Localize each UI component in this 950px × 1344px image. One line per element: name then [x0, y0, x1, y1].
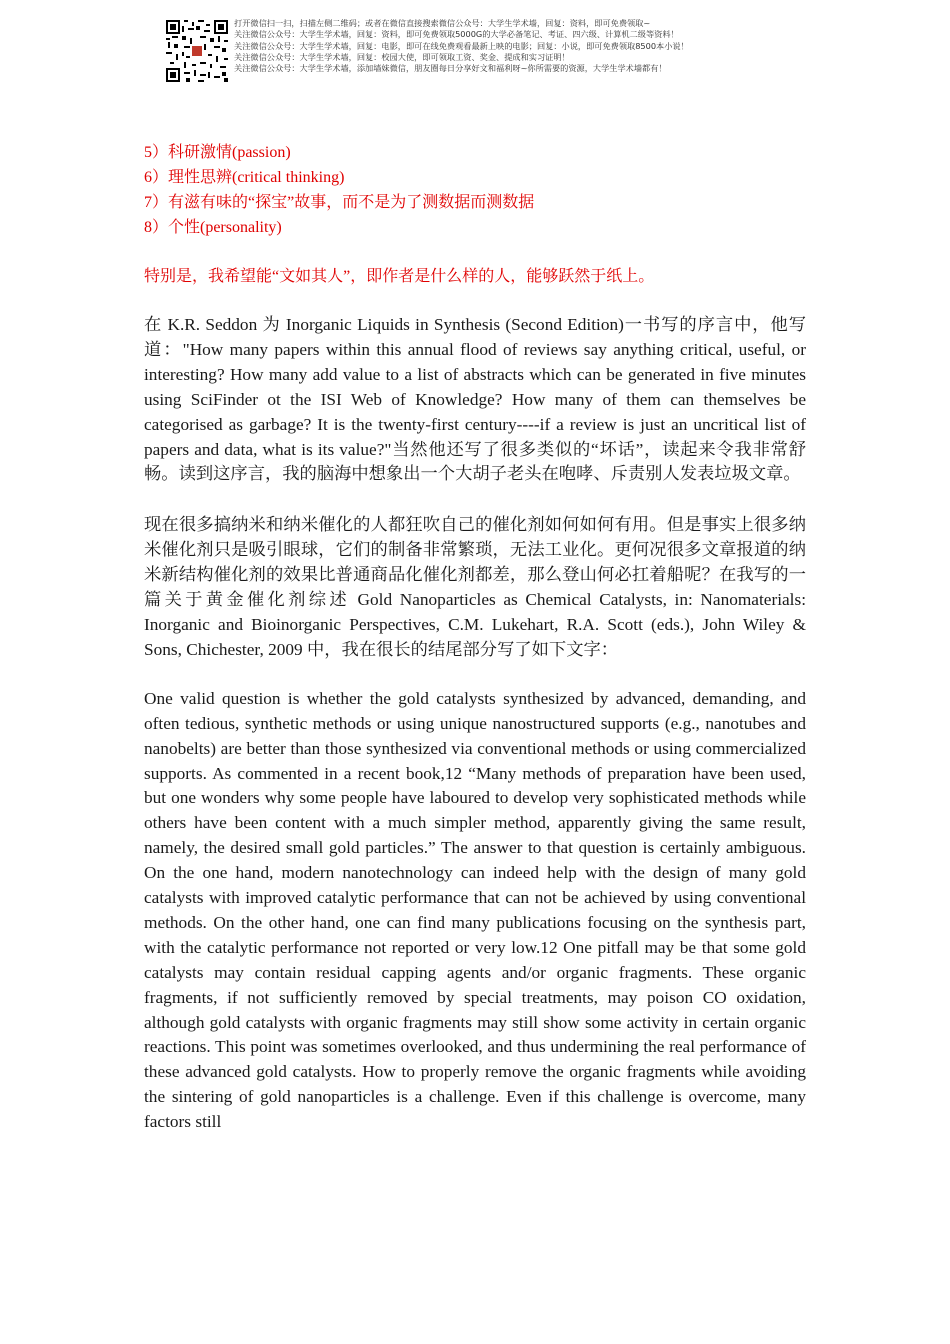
list-item: 5）科研激情(passion) — [144, 144, 291, 161]
list-item: 7）有滋有味的“探宝”故事，而不是为了测数据而测数据 — [144, 194, 535, 211]
paragraph-gold-catalysts: One valid question is whether the gold catalysts synthesized by advanced, demanding, and often tedious, synthetic methods or using unique nanostructured supports (e.g., nanotubes and nanobelts) are better than those synthesized via conventional methods or using commercialized supports. As commented in a recent book,12 “Many methods of preparation have been used, but one wonders why some people have laboured to develop very sophisticated methods while others have been content with a much simpler method, apparently giving the same result, namely, the desired small gold particles.” The answer to that question is certainly ambiguous. On the one hand, modern nanotechnology can indeed help with the design of many gold catalysts with improved catalytic performance that can not be achieved by using conventional methods. On the other hand, one can find many publications focusing on the synthesis part, with the catalytic performance not reported or very low.12 One pitfall may be that some gold catalysts may contain residual capping agents and/or organic fragments. These organic fragments, if not sufficiently removed by special treatments, may poison CO oxidation, although gold catalysts with organic fragments may still show some activity in certain organic reactions. This point was sometimes overlooked, and thus undermining the real performance of these advanced gold catalysts. How to properly remove the organic fragments while avoiding the sintering of gold nanoparticles is a challenge. Even if this challenge is overcome, many factors still — [144, 688, 806, 1132]
banner-line: 关注微信公众号：大学生学术墙，回复：电影，即可在线免费观看最新上映的电影；回复：小说，即可免费领取8500本小说！ — [234, 40, 689, 51]
banner-line: 关注微信公众号：大学生学术墙，回复：资料，即可免费领取5000G的大学必备笔记、考证、四六级、计算机二级等资料！ — [234, 29, 679, 40]
document-body — [144, 140, 806, 1135]
paragraph-seddon-quote: 在 K.R. Seddon 为 Inorganic Liquids in Synthesis (Second Edition)一书写的序言中，他写道："How many papers within this annual flood of reviews say anything critical, useful, or interesting? How many add value to a list of abstracts which can be generated in five minutes using SciFinder ot the ISI Web of Knowledge? How many of them can themselves be categorised as garbage? It is the twenty-first century----if a review is just an uncritical list of papers and data, what is its value?"当然他还写了很多类似的“坏话”，读起来令我非常舒畅。读到这序言，我的脑海中想象出一个大胡子老头在咆哮、斥责别人发表垃圾文章。 — [144, 315, 806, 484]
paragraph-nano-catalysts: 现在很多搞纳米和纳米催化的人都狂吹自己的催化剂如何如何有用。但是事实上很多纳米催化剂只是吸引眼球，它们的制备非常繁琐，无法工业化。更何况很多文章报道的纳米新结构催化剂的效果比普通商品化催化剂都差，那么登山何必扛着船呢？在我写的一篇关于黄金催化剂综述 Gold Nanoparticles as Chemical Catalysts, in: Nanomaterials: Inorganic and Bioinorganic Perspectives, C.M. Lukehart, R.A. Scott (eds.), John Wiley & Sons, Chichester, 2009 中，我在很长的结尾部分写了如下文字： — [144, 515, 806, 659]
header-banner — [166, 18, 766, 88]
list-item: 6）理性思辨(critical thinking) — [144, 169, 345, 186]
banner-line: 打开微信扫一扫，扫描左侧二维码；或者在微信直接搜索微信公众号：大学生学术墙，回复：资料，即可免费领取~ — [234, 18, 651, 28]
qr-code-icon[interactable] — [166, 20, 228, 82]
banner-line: 关注微信公众号：大学生学术墙，添加墙妹微信，朋友圈每日分享好文和福利呀~你所需要的资源，大学生学术墙都有！ — [234, 63, 667, 74]
banner-text-block — [234, 18, 689, 74]
emphasis-statement: 特别是，我希望能“文如其人”，即作者是什么样的人，能够跃然于纸上。 — [144, 268, 655, 285]
list-item: 8）个性(personality) — [144, 219, 282, 236]
banner-line: 关注微信公众号：大学生学术墙，回复：校园大使，即可领取工资、奖金、提成和实习证明！ — [234, 51, 570, 62]
criteria-list — [144, 140, 806, 240]
